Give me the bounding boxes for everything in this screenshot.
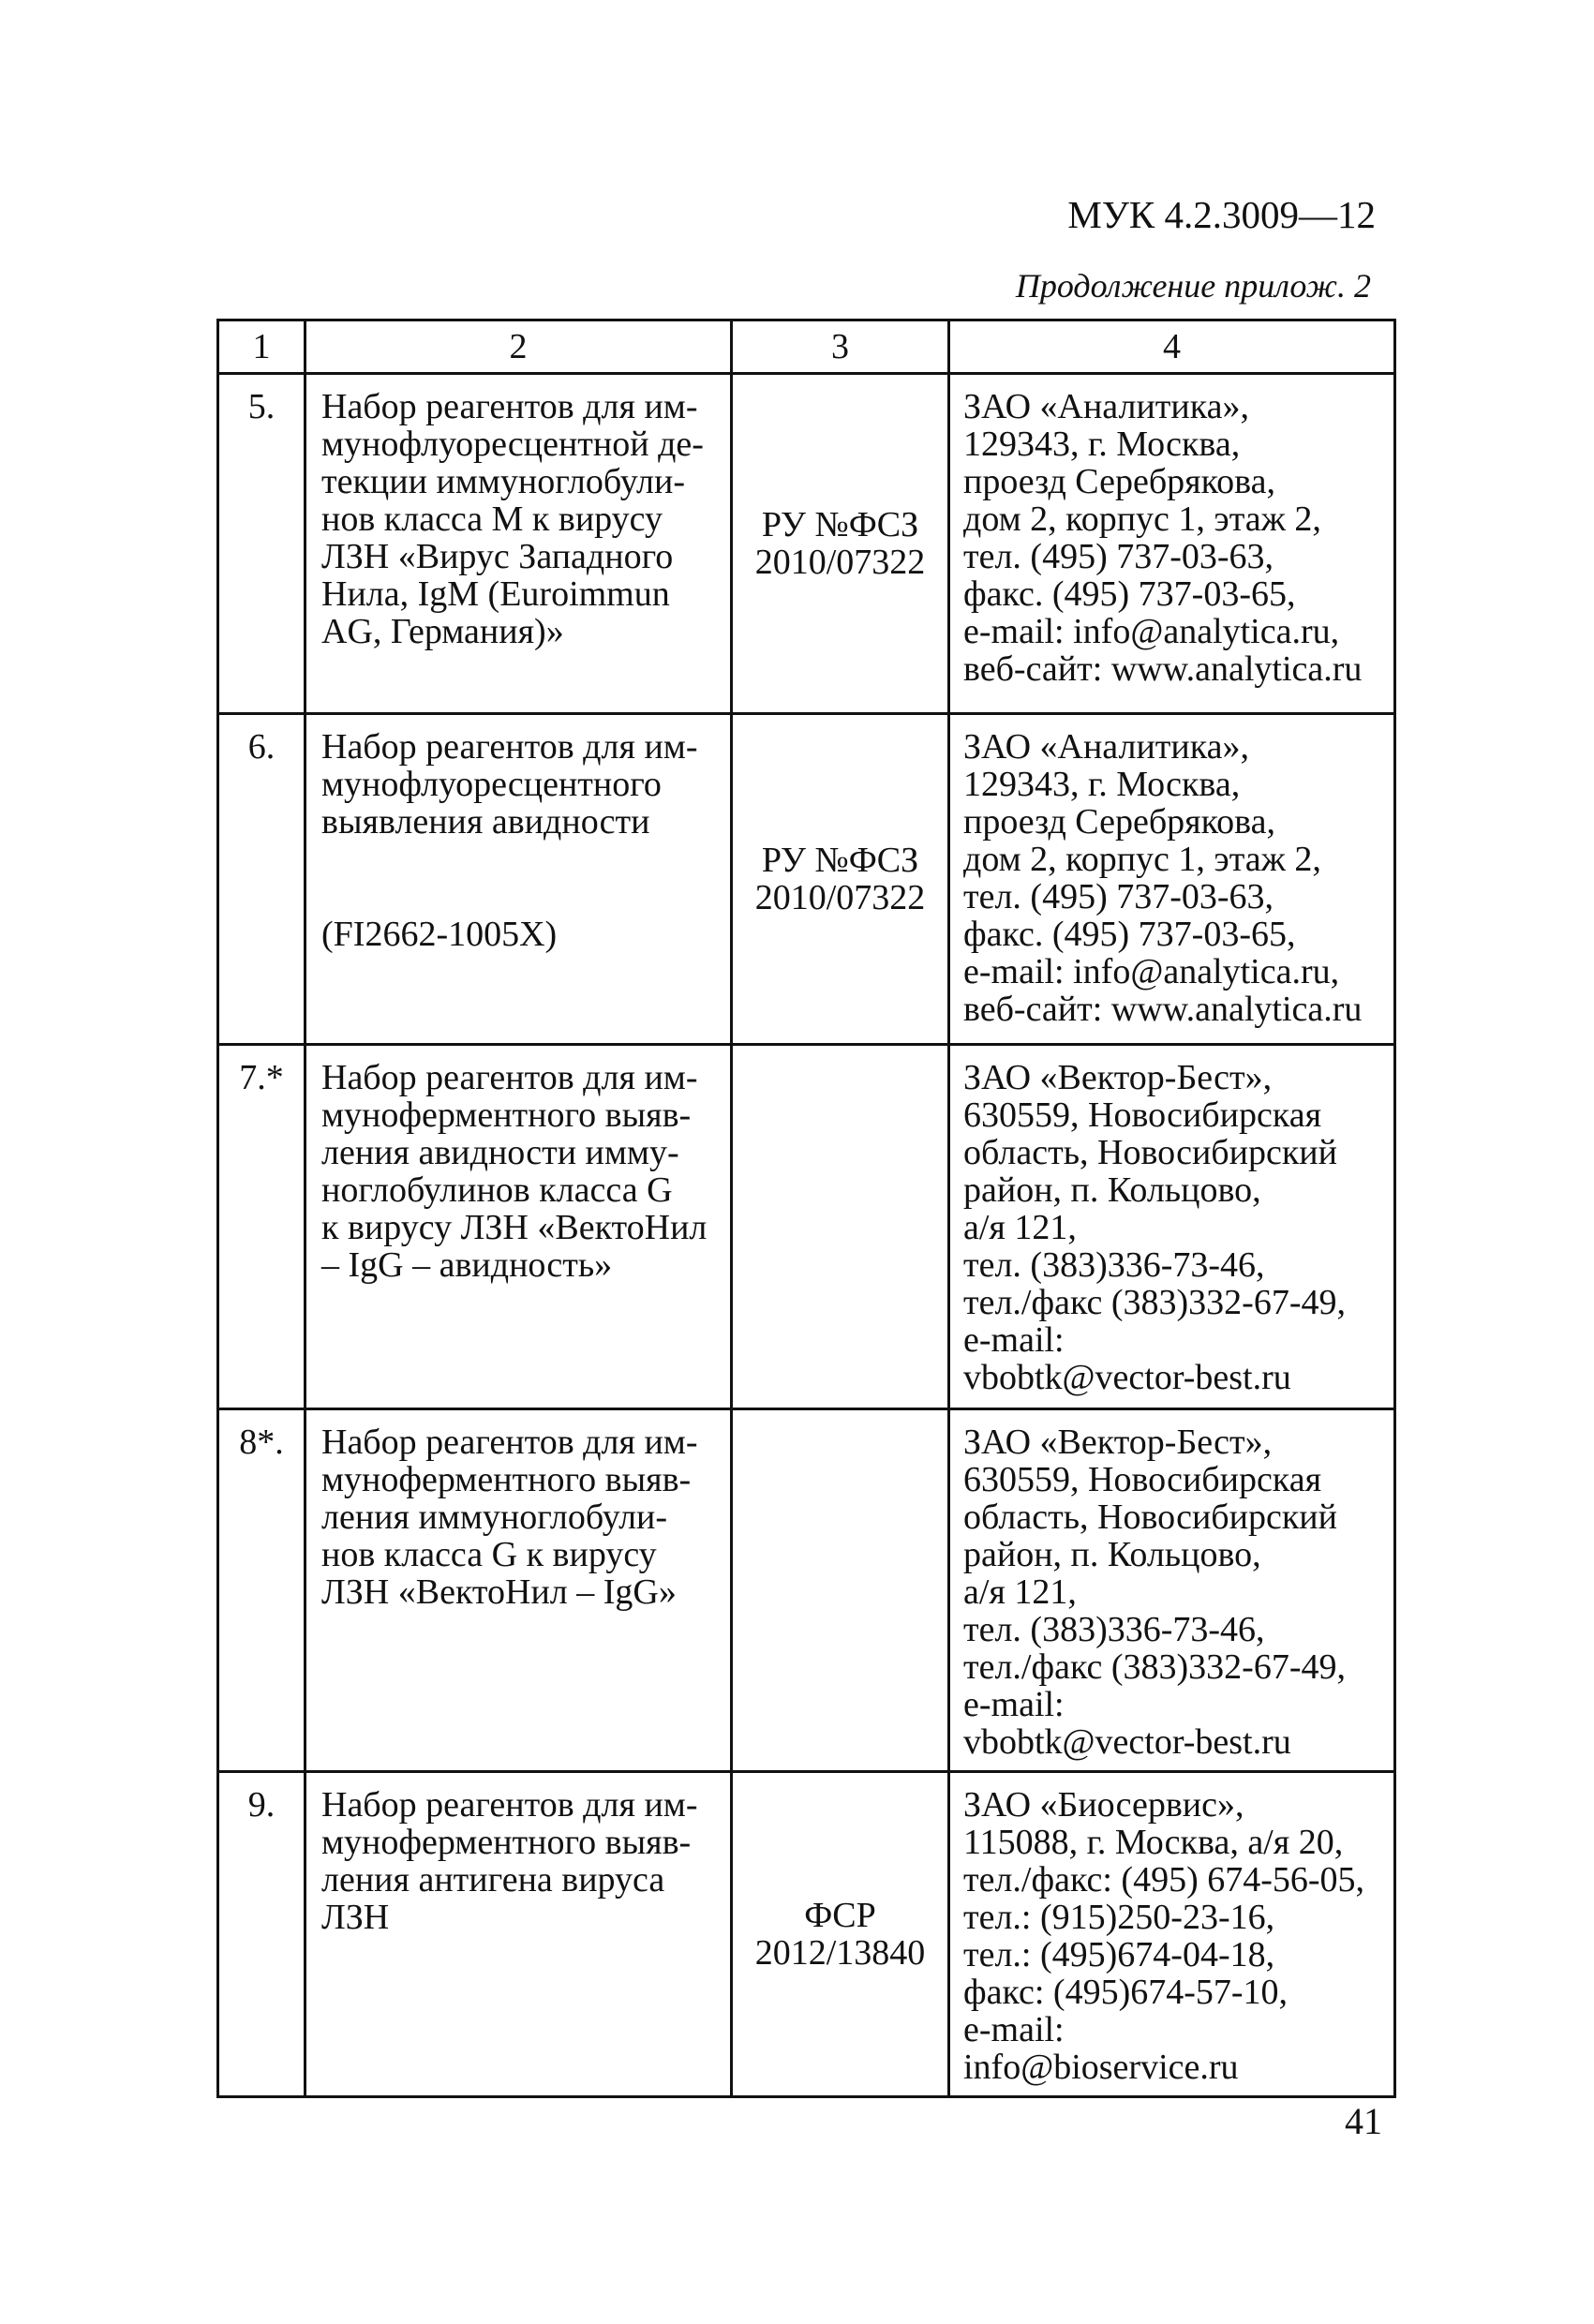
registration-number: РУ №ФСЗ 2010/07322 [732, 374, 949, 714]
table-row [218, 1772, 1395, 2097]
reagent-name: Набор реагентов для им- мунофлуоресцентной де- текции иммуноглобули- нов класса М к вирусу ЛЗН «Вирус Западного Нила, IgM (Euroimmun AG, Германия)» [305, 374, 732, 714]
reagents-table [216, 319, 1396, 2098]
column-header-3: 3 [732, 320, 949, 374]
manufacturer-info: ЗАО «Вектор-Бест», 630559, Новосибирская область, Новосибирский район, п. Кольцово, а/я 121, тел. (383)336-73-46, тел./факс (383)332-67-49, e-mail: vbobtk@vector-best.ru [949, 1409, 1395, 1772]
manufacturer-info: ЗАО «Вектор-Бест», 630559, Новосибирская область, Новосибирский район, п. Кольцово, а/я 121, тел. (383)336-73-46, тел./факс (383)332-67-49, e-mail: vbobtk@vector-best.ru [949, 1045, 1395, 1409]
row-number: 5. [218, 374, 305, 714]
column-header-1: 1 [218, 320, 305, 374]
reagent-name: Набор реагентов для им- муноферментного выяв- ления авидности имму- ноглобулинов класса G к вирусу ЛЗН «ВектоНил – IgG – авидность» [305, 1045, 732, 1409]
table-row [218, 1045, 1395, 1409]
row-number: 7.* [218, 1045, 305, 1409]
reagent-name: Набор реагентов для им- муноферментного выяв- ления антигена вируса ЛЗН [305, 1772, 732, 2097]
registration-number [732, 1045, 949, 1409]
table-row [218, 714, 1395, 1045]
registration-number [732, 1409, 949, 1772]
manufacturer-info: ЗАО «Аналитика», 129343, г. Москва, проезд Серебрякова, дом 2, корпус 1, этаж 2, тел. (495) 737-03-63, факс. (495) 737-03-65, e-mail: info@analytica.ru, веб-сайт: www.analytica.ru [949, 714, 1395, 1045]
manufacturer-info: ЗАО «Биосервис», 115088, г. Москва, а/я 20, тел./факс: (495) 674-56-05, тел.: (915)250-23-16, тел.: (495)674-04-18, факс: (495)674-57-10, e-mail: info@bioservice.ru [949, 1772, 1395, 2097]
row-number: 6. [218, 714, 305, 1045]
reagent-name: Набор реагентов для им- муноферментного выяв- ления иммуноглобули- нов класса G к вирусу ЛЗН «ВектоНил – IgG» [305, 1409, 732, 1772]
column-header-4: 4 [949, 320, 1395, 374]
column-header-2: 2 [305, 320, 732, 374]
reagents-table-container [216, 319, 1393, 2098]
table-header-row [218, 320, 1395, 374]
document-code: МУК 4.2.3009—12 [1067, 193, 1376, 236]
continuation-note: Продолжение прилож. 2 [1015, 267, 1371, 305]
table-row [218, 1409, 1395, 1772]
registration-number: РУ №ФСЗ 2010/07322 [732, 714, 949, 1045]
page-number: 41 [1345, 2100, 1382, 2142]
reagent-name: Набор реагентов для им- мунофлуоресцентного выявления авидности (FI2662-1005X) [305, 714, 732, 1045]
registration-number: ФСР 2012/13840 [732, 1772, 949, 2097]
table-row [218, 374, 1395, 714]
row-number: 8*. [218, 1409, 305, 1772]
manufacturer-info: ЗАО «Аналитика», 129343, г. Москва, проезд Серебрякова, дом 2, корпус 1, этаж 2, тел. (495) 737-03-63, факс. (495) 737-03-65, e-mail: info@analytica.ru, веб-сайт: www.analytica.ru [949, 374, 1395, 714]
row-number: 9. [218, 1772, 305, 2097]
